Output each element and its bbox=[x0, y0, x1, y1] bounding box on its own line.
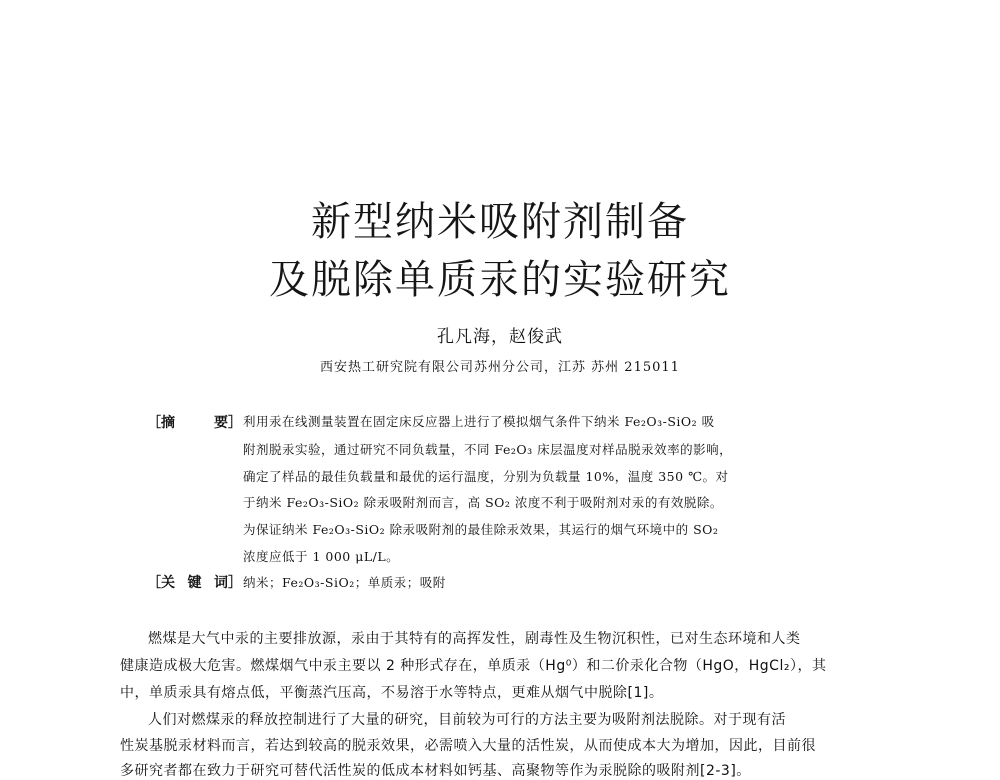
affiliation: 西安热工研究院有限公司苏州分公司，江苏 苏州 215011 bbox=[320, 360, 680, 375]
keywords-label-part: 词］ bbox=[214, 575, 242, 591]
body-line: 人们对燃煤汞的释放控制进行了大量的研究，目前较为可行的方法主要为吸附剂法脱除。对于现有活 bbox=[148, 712, 786, 728]
abstract-label-part: ［摘 bbox=[147, 415, 175, 431]
body-line: 健康造成极大危害。燃煤烟气中汞主要以 2 种形式存在，单质汞（Hg⁰）和二价汞化合物（HgO，HgCl₂），其 bbox=[120, 658, 827, 674]
keywords-text: 纳米；Fe₂O₃-SiO₂；单质汞；吸附 bbox=[243, 575, 446, 590]
abstract-line: 附剂脱汞实验，通过研究不同负载量，不同 Fe₂O₃ 床层温度对样品脱汞效率的影响， bbox=[243, 442, 733, 457]
title-line-1: 新型纳米吸附剂制备 bbox=[311, 199, 689, 245]
authors: 孔凡海，赵俊武 bbox=[437, 327, 563, 347]
abstract-label-part: 要］ bbox=[214, 415, 242, 431]
abstract-line: 为保证纳米 Fe₂O₃-SiO₂ 除汞吸附剂的最佳除汞效果，其运行的烟气环境中的 SO₂ bbox=[243, 522, 719, 537]
abstract-label bbox=[147, 412, 242, 432]
body-line: 性炭基脱汞材料而言，若达到较高的脱汞效果，必需喷入大量的活性炭，从而使成本大为增加，因此，目前很 bbox=[120, 738, 816, 754]
keywords-label-part: 键 bbox=[187, 575, 202, 591]
keywords-label bbox=[147, 572, 242, 592]
abstract-line: 浓度应低于 1 000 μL/L。 bbox=[243, 549, 400, 564]
abstract-line: 利用汞在线测量装置在固定床反应器上进行了模拟烟气条件下纳米 Fe₂O₃-SiO₂ 吸 bbox=[243, 414, 715, 429]
abstract-line: 于纳米 Fe₂O₃-SiO₂ 除汞吸附剂而言，高 SO₂ 浓度不利于吸附剂对汞的有效脱除。 bbox=[243, 495, 723, 510]
title-line-2: 及脱除单质汞的实验研究 bbox=[269, 257, 731, 303]
keywords-label-part: ［关 bbox=[147, 575, 175, 591]
body-line: 燃煤是大气中汞的主要排放源，汞由于其特有的高挥发性，剧毒性及生物沉积性，已对生态环境和人类 bbox=[148, 631, 801, 647]
body-line: 中，单质汞具有熔点低，平衡蒸汽压高，不易溶于水等特点，更难从烟气中脱除[1]。 bbox=[120, 685, 664, 701]
body-line: 多研究者都在致力于研究可替代活性炭的低成本材料如钙基、高聚物等作为汞脱除的吸附剂[2-3]。 bbox=[120, 763, 751, 779]
abstract-line: 确定了样品的最佳负载量和最优的运行温度，分别为负载量 10%，温度 350 ℃。对 bbox=[243, 469, 729, 484]
